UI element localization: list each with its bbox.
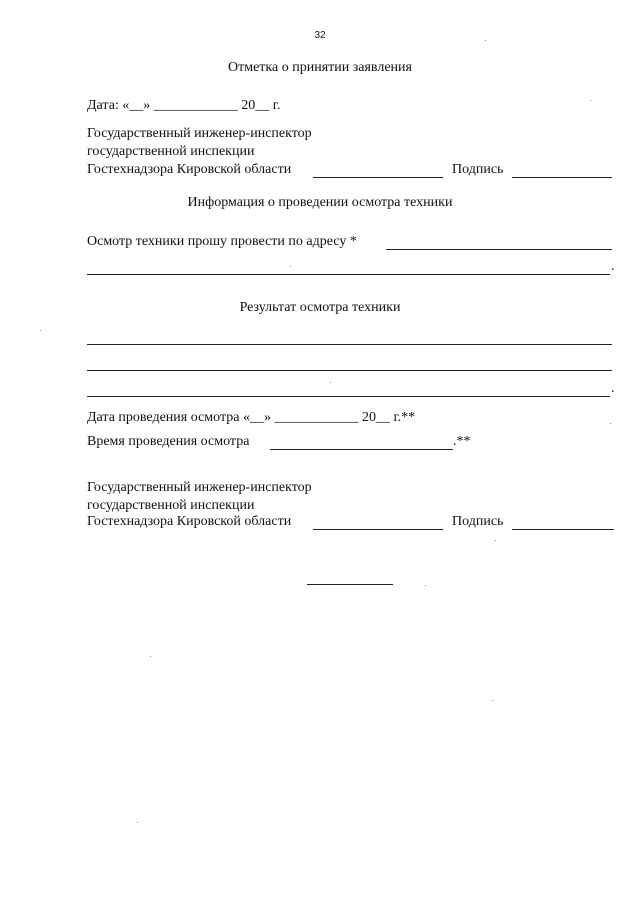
result-title: Результат осмотра техники (239, 300, 401, 315)
closing-separator (307, 584, 393, 585)
scan-speck (290, 266, 291, 267)
scan-speck (495, 540, 496, 541)
scan-speck (137, 822, 138, 823)
result-date-line: Дата проведения осмотра «__» ____________ 20__ г.** (87, 410, 416, 425)
scan-speck (330, 382, 331, 383)
result-time-label: Время проведения осмотра (87, 434, 250, 449)
inspection-address-label: Осмотр техники прошу провести по адресу * (87, 234, 357, 249)
result-line-3 (87, 396, 610, 397)
scan-speck (492, 700, 493, 701)
scan-speck (150, 656, 151, 657)
acceptance-inspector-line3: Гостехнадзора Кировской области (87, 162, 292, 177)
scan-speck (590, 100, 591, 101)
result-time-underline (270, 449, 453, 450)
acceptance-sign-label: Подпись (452, 162, 504, 177)
scan-speck (425, 585, 426, 586)
acceptance-inspector-line1: Государственный инженер-инспектор (87, 126, 312, 141)
result-line-2 (87, 370, 612, 371)
page-number: 32 (314, 30, 326, 41)
scan-speck (610, 423, 611, 424)
result-period: . (611, 381, 615, 396)
acceptance-title: Отметка о принятии заявления (228, 60, 412, 75)
scan-speck (485, 40, 486, 41)
inspection-address-period: . (611, 259, 615, 274)
inspection-address-underline (386, 249, 612, 250)
result-line-1 (87, 344, 612, 345)
scan-speck (40, 330, 41, 331)
result-sign-underline (512, 529, 614, 530)
result-time-suffix: .** (453, 434, 471, 449)
acceptance-date-line: Дата: «__» ____________ 20__ г. (87, 98, 281, 113)
inspection-address-line2 (87, 274, 610, 275)
result-sign-label: Подпись (452, 514, 504, 529)
result-inspector-line1: Государственный инженер-инспектор (87, 480, 312, 495)
result-inspector-line3: Гостехнадзора Кировской области (87, 514, 292, 529)
inspection-info-title: Информация о проведении осмотра техники (187, 195, 453, 210)
acceptance-sign-underline (512, 177, 612, 178)
acceptance-inspector-underline (313, 177, 443, 178)
result-inspector-line2: государственной инспекции (87, 498, 255, 513)
result-inspector-underline (313, 529, 443, 530)
acceptance-inspector-line2: государственной инспекции (87, 144, 255, 159)
